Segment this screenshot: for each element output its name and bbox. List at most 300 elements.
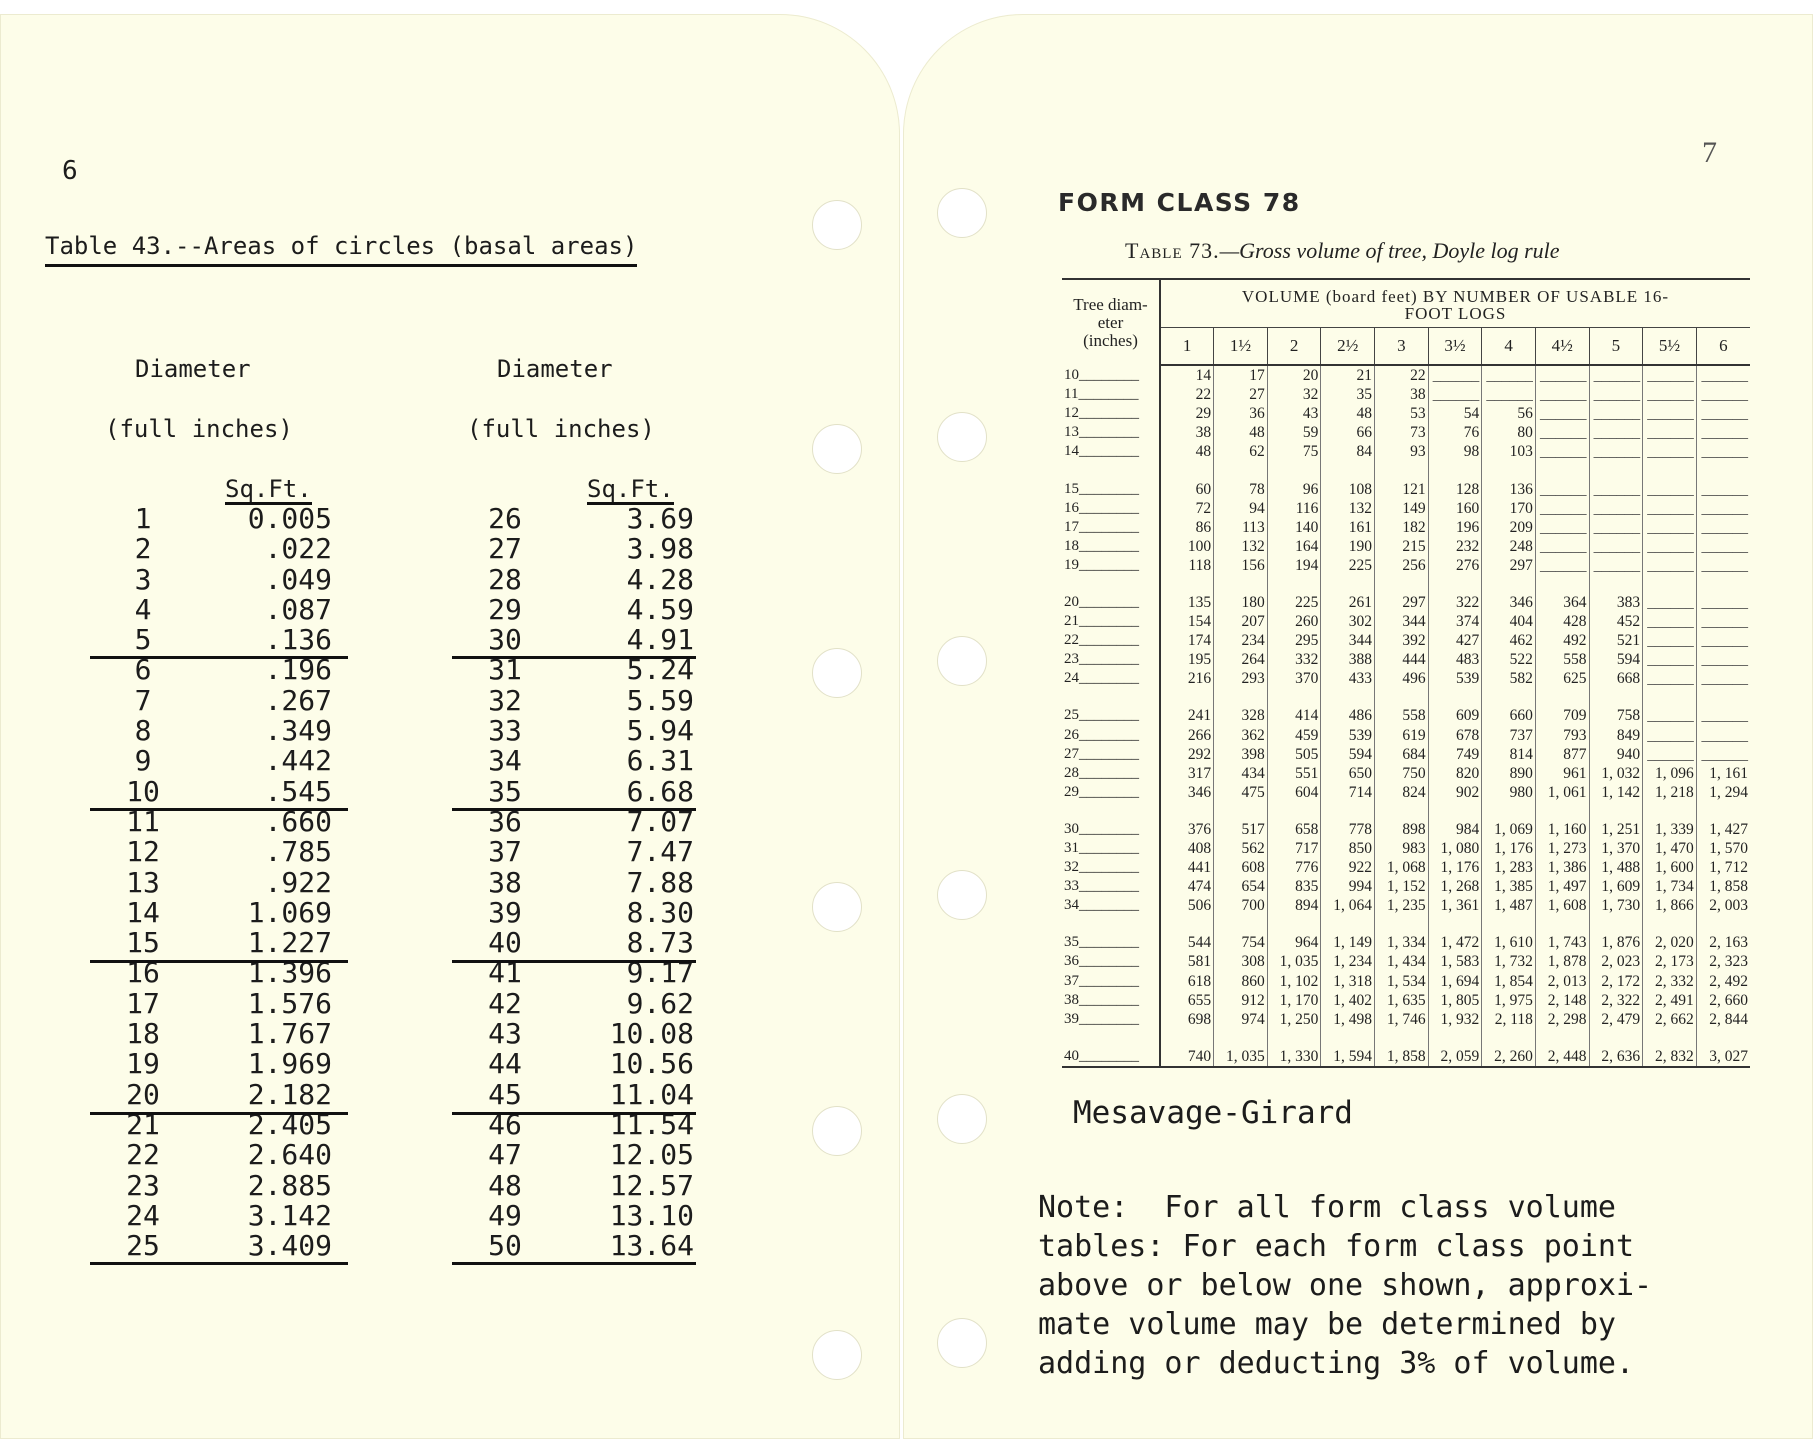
empty-volume-cell: ______ — [1643, 669, 1697, 688]
empty-volume-cell: ______ — [1643, 442, 1697, 461]
volume-cell: 1, 170 — [1267, 991, 1321, 1010]
area-value: 1.767 — [247, 1017, 332, 1051]
empty-volume-cell: ______ — [1643, 423, 1697, 442]
basal-area-row — [470, 895, 730, 929]
area-value: 13.64 — [609, 1229, 694, 1263]
volume-cell: 2, 662 — [1643, 1010, 1697, 1029]
empty-volume-cell: ______ — [1535, 479, 1589, 498]
tree-diameter-cell: 18________ — [1062, 537, 1160, 556]
tree-diameter-cell: 27________ — [1062, 745, 1160, 764]
basal-area-row — [108, 625, 368, 655]
basal-area-row — [108, 1168, 368, 1202]
volume-row — [1062, 952, 1750, 971]
group-spacer — [1062, 802, 1750, 820]
volume-cell: 793 — [1535, 726, 1589, 745]
empty-volume-cell: ______ — [1589, 404, 1643, 423]
volume-cell: 260 — [1267, 612, 1321, 631]
volume-cell: 60 — [1160, 479, 1214, 498]
binder-hole — [812, 882, 862, 932]
group-rule — [90, 1112, 348, 1115]
volume-row — [1062, 706, 1750, 725]
basal-area-row — [470, 1198, 730, 1232]
basal-area-row — [108, 865, 368, 899]
volume-cell: 486 — [1321, 706, 1375, 725]
volume-cell: 1, 635 — [1375, 991, 1429, 1010]
diameter-header-2: Diameter — [497, 355, 613, 383]
basal-area-row — [470, 986, 730, 1020]
volume-cell: 29 — [1160, 404, 1214, 423]
volume-cell: 539 — [1321, 726, 1375, 745]
area-value: 5.59 — [626, 683, 694, 717]
volume-row — [1062, 479, 1750, 498]
volume-cell: 434 — [1214, 764, 1268, 783]
empty-volume-cell: ______ — [1696, 499, 1750, 518]
volume-cell: 678 — [1428, 726, 1482, 745]
volume-cell: 93 — [1375, 442, 1429, 461]
log-count-header: 3 — [1375, 328, 1429, 366]
volume-cell: 849 — [1589, 726, 1643, 745]
diameter-value: 4 — [134, 592, 152, 626]
diameter-value: 9 — [134, 744, 152, 778]
area-value: .922 — [264, 865, 332, 899]
volume-cell: 994 — [1321, 877, 1375, 896]
diameter-value: 15 — [126, 926, 160, 960]
volume-cell: 1, 068 — [1375, 858, 1429, 877]
empty-volume-cell: ______ — [1589, 479, 1643, 498]
volume-cell: 1, 161 — [1696, 764, 1750, 783]
area-value: 10.56 — [609, 1047, 694, 1081]
area-value: 13.10 — [609, 1198, 694, 1232]
binder-hole — [937, 636, 987, 686]
basal-area-row — [470, 774, 730, 808]
diameter-value: 38 — [488, 865, 522, 899]
diameter-value: 24 — [126, 1198, 160, 1232]
basal-area-row — [108, 534, 368, 564]
volume-cell: 1, 732 — [1482, 952, 1536, 971]
volume-cell: 27 — [1214, 385, 1268, 404]
volume-cell: 984 — [1428, 820, 1482, 839]
empty-volume-cell: ______ — [1643, 706, 1697, 725]
empty-volume-cell: ______ — [1535, 556, 1589, 575]
diameter-value: 49 — [488, 1198, 522, 1232]
volume-cell: 1, 268 — [1428, 877, 1482, 896]
volume-cell: 1, 386 — [1535, 858, 1589, 877]
volume-cell: 1, 361 — [1428, 896, 1482, 915]
log-count-header: 4 — [1482, 328, 1536, 366]
volume-cell: 20 — [1267, 365, 1321, 385]
binder-hole — [812, 1330, 862, 1380]
volume-cell: 2, 479 — [1589, 1010, 1643, 1029]
diameter-value: 21 — [126, 1107, 160, 1141]
volume-cell: 749 — [1428, 745, 1482, 764]
tree-diameter-cell: 37________ — [1062, 972, 1160, 991]
diameter-value: 23 — [126, 1168, 160, 1202]
basal-area-row — [108, 1231, 368, 1261]
volume-cell: 136 — [1482, 479, 1536, 498]
empty-volume-cell: ______ — [1643, 593, 1697, 612]
tree-diameter-cell: 25________ — [1062, 706, 1160, 725]
volume-row — [1062, 423, 1750, 442]
basal-area-row — [470, 655, 730, 685]
volume-cell: 72 — [1160, 499, 1214, 518]
volume-cell: 1, 746 — [1375, 1010, 1429, 1029]
volume-cell: 1, 583 — [1428, 952, 1482, 971]
tree-diameter-cell: 12________ — [1062, 404, 1160, 423]
volume-cell: 983 — [1375, 839, 1429, 858]
basal-area-row — [108, 1140, 368, 1170]
volume-cell: 292 — [1160, 745, 1214, 764]
volume-cell: 266 — [1160, 726, 1214, 745]
group-rule — [452, 808, 696, 811]
diameter-value: 33 — [488, 714, 522, 748]
volume-cell: 156 — [1214, 556, 1268, 575]
volume-cell: 650 — [1321, 764, 1375, 783]
volume-row — [1062, 650, 1750, 669]
diameter-value: 30 — [488, 623, 522, 657]
volume-cell: 496 — [1375, 669, 1429, 688]
volume-cell: 758 — [1589, 706, 1643, 725]
empty-volume-cell: ______ — [1696, 385, 1750, 404]
group-spacer — [1062, 1029, 1750, 1047]
log-count-header: 5 — [1589, 328, 1643, 366]
tree-diameter-cell: 21________ — [1062, 612, 1160, 631]
volume-cell: 517 — [1214, 820, 1268, 839]
basal-area-column-2 — [470, 504, 730, 1261]
volume-cell: 276 — [1428, 556, 1482, 575]
volume-cell: 1, 035 — [1214, 1047, 1268, 1066]
area-value: 8.73 — [626, 926, 694, 960]
volume-cell: 505 — [1267, 745, 1321, 764]
volume-row — [1062, 726, 1750, 745]
volume-cell: 1, 470 — [1643, 839, 1697, 858]
table-43-title: Table 43.--Areas of circles (basal areas) — [45, 232, 637, 267]
volume-cell: 1, 487 — [1482, 896, 1536, 915]
empty-volume-cell: ______ — [1696, 726, 1750, 745]
tree-diameter-cell: 33________ — [1062, 877, 1160, 896]
area-value: .545 — [264, 774, 332, 808]
empty-volume-cell: ______ — [1589, 537, 1643, 556]
volume-cell: 328 — [1214, 706, 1268, 725]
volume-cell: 2, 003 — [1696, 896, 1750, 915]
empty-volume-cell: ______ — [1696, 650, 1750, 669]
volume-cell: 1, 149 — [1321, 933, 1375, 952]
basal-area-row — [470, 592, 730, 626]
empty-volume-cell: ______ — [1696, 745, 1750, 764]
log-count-header: 3½ — [1428, 328, 1482, 366]
binder-hole — [937, 1094, 987, 1144]
volume-cell: 2, 448 — [1535, 1047, 1589, 1066]
empty-volume-cell: ______ — [1428, 365, 1482, 385]
empty-volume-cell: ______ — [1696, 706, 1750, 725]
empty-volume-cell: ______ — [1535, 404, 1589, 423]
volume-cell: 56 — [1482, 404, 1536, 423]
area-value: 1.227 — [247, 926, 332, 960]
volume-cell: 717 — [1267, 839, 1321, 858]
volume-cell: 59 — [1267, 423, 1321, 442]
basal-area-row — [108, 928, 368, 958]
basal-area-column-1 — [108, 504, 368, 1261]
basal-area-row — [470, 1049, 730, 1079]
volume-cell: 195 — [1160, 650, 1214, 669]
volume-row — [1062, 631, 1750, 650]
volume-row — [1062, 365, 1750, 385]
volume-cell: 261 — [1321, 593, 1375, 612]
diameter-value: 27 — [488, 532, 522, 566]
tree-diameter-cell: 34________ — [1062, 896, 1160, 915]
volume-cell: 562 — [1214, 839, 1268, 858]
log-count-header: 1 — [1160, 328, 1214, 366]
diameter-value: 29 — [488, 592, 522, 626]
empty-volume-cell: ______ — [1535, 423, 1589, 442]
volume-cell: 980 — [1482, 783, 1536, 802]
volume-cell: 2, 491 — [1643, 991, 1697, 1010]
tree-diameter-cell: 20________ — [1062, 593, 1160, 612]
volume-cell: 53 — [1375, 404, 1429, 423]
basal-area-row — [470, 534, 730, 564]
empty-volume-cell: ______ — [1535, 537, 1589, 556]
volume-cell: 234 — [1214, 631, 1268, 650]
basal-area-row — [470, 1168, 730, 1202]
empty-volume-cell: ______ — [1696, 537, 1750, 556]
basal-area-row — [108, 774, 368, 808]
tree-diameter-cell: 35________ — [1062, 933, 1160, 952]
area-value: 2.885 — [247, 1168, 332, 1202]
diameter-value: 39 — [488, 895, 522, 929]
volume-row — [1062, 442, 1750, 461]
volume-row — [1062, 404, 1750, 423]
form-class-heading: FORM CLASS 78 — [1058, 188, 1301, 217]
tree-diameter-cell: 10________ — [1062, 365, 1160, 385]
volume-cell: 76 — [1428, 423, 1482, 442]
volume-cell: 392 — [1375, 631, 1429, 650]
empty-volume-cell: ______ — [1535, 365, 1589, 385]
volume-cell: 655 — [1160, 991, 1214, 1010]
group-spacer — [1062, 461, 1750, 479]
empty-volume-cell: ______ — [1643, 385, 1697, 404]
binder-hole — [812, 200, 862, 250]
volume-cell: 544 — [1160, 933, 1214, 952]
basal-area-row — [470, 865, 730, 899]
sqft-header-2: Sq.Ft. — [587, 475, 674, 503]
volume-cell: 1, 932 — [1428, 1010, 1482, 1029]
area-value: 3.98 — [626, 532, 694, 566]
volume-cell: 1, 334 — [1375, 933, 1429, 952]
diameter-value: 37 — [488, 835, 522, 869]
volume-row — [1062, 972, 1750, 991]
volume-cell: 814 — [1482, 745, 1536, 764]
tree-diameter-header: Tree diam- eter (inches) — [1062, 280, 1160, 365]
basal-area-row — [470, 683, 730, 717]
volume-cell: 140 — [1267, 518, 1321, 537]
basal-area-row — [108, 592, 368, 626]
volume-cell: 684 — [1375, 745, 1429, 764]
volume-cell: 174 — [1160, 631, 1214, 650]
table-73-title — [1125, 238, 1560, 264]
basal-area-row — [108, 655, 368, 685]
empty-volume-cell: ______ — [1535, 442, 1589, 461]
volume-cell: 1, 472 — [1428, 933, 1482, 952]
volume-cell: 452 — [1589, 612, 1643, 631]
diameter-value: 2 — [134, 532, 152, 566]
diameter-value: 44 — [488, 1047, 522, 1081]
volume-cell: 1, 975 — [1482, 991, 1536, 1010]
volume-row — [1062, 783, 1750, 802]
volume-cell: 62 — [1214, 442, 1268, 461]
diameter-value: 7 — [134, 683, 152, 717]
volume-cell: 608 — [1214, 858, 1268, 877]
group-rule — [452, 1112, 696, 1115]
volume-cell: 709 — [1535, 706, 1589, 725]
empty-volume-cell: ______ — [1696, 612, 1750, 631]
volume-cell: 78 — [1214, 479, 1268, 498]
tree-diameter-cell: 28________ — [1062, 764, 1160, 783]
diameter-value: 50 — [488, 1229, 522, 1263]
volume-cell: 264 — [1214, 650, 1268, 669]
tree-diameter-cell: 36________ — [1062, 952, 1160, 971]
volume-cell: 2, 020 — [1643, 933, 1697, 952]
volume-cell: 1, 032 — [1589, 764, 1643, 783]
empty-volume-cell: ______ — [1696, 518, 1750, 537]
volume-cell: 1, 102 — [1267, 972, 1321, 991]
empty-volume-cell: ______ — [1589, 556, 1643, 575]
volume-cell: 940 — [1589, 745, 1643, 764]
area-value: 8.30 — [626, 895, 694, 929]
volume-cell: 594 — [1321, 745, 1375, 764]
tree-diameter-cell: 19________ — [1062, 556, 1160, 575]
area-value: 5.94 — [626, 714, 694, 748]
volume-row — [1062, 499, 1750, 518]
empty-volume-cell: ______ — [1535, 499, 1589, 518]
log-count-header: 2½ — [1321, 328, 1375, 366]
basal-area-row — [470, 928, 730, 958]
volume-cell: 898 — [1375, 820, 1429, 839]
binder-hole — [937, 188, 987, 238]
volume-cell: 160 — [1428, 499, 1482, 518]
volume-cell: 459 — [1267, 726, 1321, 745]
area-value: .267 — [264, 683, 332, 717]
basal-area-row — [470, 1077, 730, 1111]
diameter-value: 16 — [126, 956, 160, 990]
diameter-value: 32 — [488, 683, 522, 717]
group-spacer — [1062, 915, 1750, 933]
empty-volume-cell: ______ — [1643, 365, 1697, 385]
volume-cell: 170 — [1482, 499, 1536, 518]
area-value: 4.59 — [626, 592, 694, 626]
basal-area-row — [470, 504, 730, 534]
log-count-header: 1½ — [1214, 328, 1268, 366]
group-spacer — [1062, 688, 1750, 706]
volume-cell: 241 — [1160, 706, 1214, 725]
volume-cell: 96 — [1267, 479, 1321, 498]
volume-cell: 1, 497 — [1535, 877, 1589, 896]
empty-volume-cell: ______ — [1589, 442, 1643, 461]
volume-cell: 48 — [1321, 404, 1375, 423]
basal-area-row — [108, 746, 368, 776]
volume-cell: 1, 152 — [1375, 877, 1429, 896]
volume-cell: 22 — [1375, 365, 1429, 385]
volume-cell: 658 — [1267, 820, 1321, 839]
log-count-header: 6 — [1696, 328, 1750, 366]
volume-header: VOLUME (board feet) BY NUMBER OF USABLE 16-FOOT LOGS — [1160, 280, 1750, 328]
volume-cell: 1, 234 — [1321, 952, 1375, 971]
tree-diameter-cell: 14________ — [1062, 442, 1160, 461]
diameter-value: 6 — [134, 653, 152, 687]
volume-cell: 754 — [1214, 933, 1268, 952]
basal-area-row — [470, 1140, 730, 1170]
empty-volume-cell: ______ — [1643, 745, 1697, 764]
volume-cell: 374 — [1428, 612, 1482, 631]
volume-cell: 1, 402 — [1321, 991, 1375, 1010]
group-rule — [452, 1262, 696, 1265]
tree-diameter-cell: 23________ — [1062, 650, 1160, 669]
basal-area-row — [108, 1019, 368, 1049]
area-value: 7.47 — [626, 835, 694, 869]
volume-cell: 1, 858 — [1696, 877, 1750, 896]
volume-cell: 1, 534 — [1375, 972, 1429, 991]
empty-volume-cell: ______ — [1643, 404, 1697, 423]
tree-diameter-cell: 16________ — [1062, 499, 1160, 518]
volume-cell: 398 — [1214, 745, 1268, 764]
volume-cell: 441 — [1160, 858, 1214, 877]
table-73-caption: —Gross volume of tree, Doyle log rule — [1219, 238, 1560, 263]
volume-row — [1062, 537, 1750, 556]
group-rule — [90, 656, 348, 659]
diameter-value: 20 — [126, 1077, 160, 1111]
volume-cell: 539 — [1428, 669, 1482, 688]
basal-area-row — [470, 625, 730, 655]
empty-volume-cell: ______ — [1589, 499, 1643, 518]
area-value: 7.88 — [626, 865, 694, 899]
volume-cell: 1, 176 — [1428, 858, 1482, 877]
volume-cell: 737 — [1482, 726, 1536, 745]
area-value: 2.182 — [247, 1077, 332, 1111]
volume-cell: 344 — [1321, 631, 1375, 650]
diameter-value: 1 — [134, 502, 152, 535]
volume-cell: 1, 096 — [1643, 764, 1697, 783]
area-value: 12.05 — [609, 1138, 694, 1172]
empty-volume-cell: ______ — [1643, 518, 1697, 537]
volume-row — [1062, 669, 1750, 688]
binder-hole — [937, 870, 987, 920]
basal-area-row — [470, 804, 730, 838]
area-value: .087 — [264, 592, 332, 626]
volume-cell: 2, 660 — [1696, 991, 1750, 1010]
diameter-value: 41 — [488, 956, 522, 990]
log-count-header: 5½ — [1643, 328, 1697, 366]
diameter-value: 47 — [488, 1138, 522, 1172]
diameter-value: 34 — [488, 744, 522, 778]
volume-cell: 232 — [1428, 537, 1482, 556]
diameter-value: 8 — [134, 714, 152, 748]
diameter-header-1: Diameter — [135, 355, 251, 383]
binder-hole — [812, 648, 862, 698]
volume-cell: 660 — [1482, 706, 1536, 725]
volume-row — [1062, 745, 1750, 764]
volume-cell: 433 — [1321, 669, 1375, 688]
volume-cell: 2, 636 — [1589, 1047, 1643, 1066]
basal-area-row — [108, 1077, 368, 1111]
diameter-value: 35 — [488, 774, 522, 808]
volume-cell: 824 — [1375, 783, 1429, 802]
volume-cell: 609 — [1428, 706, 1482, 725]
volume-cell: 3, 027 — [1696, 1047, 1750, 1066]
volume-cell: 1, 235 — [1375, 896, 1429, 915]
volume-cell: 581 — [1160, 952, 1214, 971]
area-value: .785 — [264, 835, 332, 869]
diameter-value: 36 — [488, 804, 522, 838]
volume-cell: 2, 013 — [1535, 972, 1589, 991]
tree-diameter-cell: 22________ — [1062, 631, 1160, 650]
